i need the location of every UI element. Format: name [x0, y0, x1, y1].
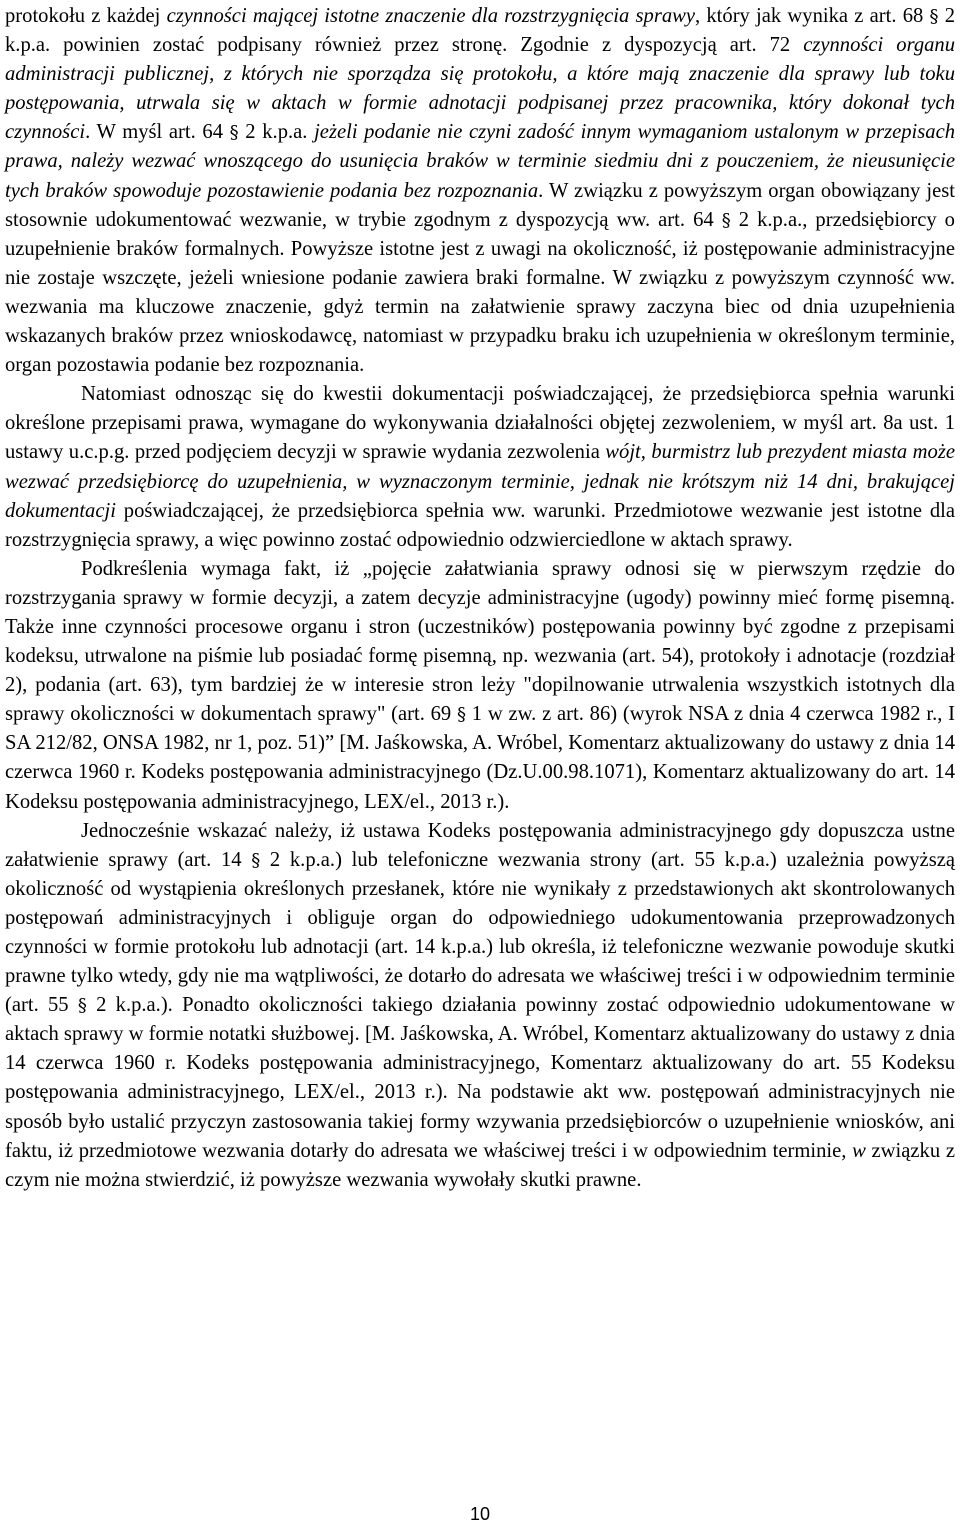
italic-text: , w — [841, 1139, 866, 1162]
text-run: 2 k.p.a. — [238, 121, 315, 144]
page-number: 10 — [469, 1504, 491, 1524]
text-run: . W myśl art. 64 — [85, 121, 230, 144]
italic-text: czynności organu administracji publicznej, z których nie sporządza się protokołu, a które mają znaczenie dla sprawy lub toku postępowania, utrwala się w aktach w formie adnotacji podpisanej przez pracownika, który dokonał tych czynności — [5, 34, 956, 144]
text-run: 2 k.p.a.). Ponadto okoliczności takiego działania powinny zostać odpowiednio udokumentowane w aktach sprawy w formie notatki służbowej. [M. Jaśkowska, A. Wróbel, Komentarz aktualizowany do ustawy z dnia 14 czerwca 1960 r. Kodeks postępowania administracyjnego, Komentarz aktualizowany do art. 55 Kodeksu postępowania administracyjnego, LEX/el., 2013 r.). Na podstawie akt ww. postępowań administracyjnych nie sposób było ustalić przyczyn zastosowania takiej formy wzywania przedsiębiorców o uzupełnienie wniosków, ani faktu, iż przedmiotowe wezwania dotarły do adresata we właściwej treści i w odpowiednim terminie — [5, 994, 955, 1162]
text-run: związku z czym nie można stwierdzić, iż powyższe wezwania wywołały skutki prawne. — [5, 1139, 955, 1191]
section-sign: § — [229, 122, 239, 144]
text-run: 1 w zw. z art. 86) (wyrok NSA z dnia 4 czerwca 1982 r., I SA 212/82, ONSA 1982, nr 1, poz. 51)” [M. Jaśkowska, A. Wróbel, Komentarz aktualizowany do ustawy z dnia 14 czerwca 1960 r. Kodeks postępowania administracyjnego (Dz.U.00.98.1071), Komentarz aktualizowany do art. 14 Kodeksu postępowania administracyjnego, LEX/el., 2013 r.). — [5, 703, 956, 813]
text-run: poświadczającej, że przedsiębiorca spełnia ww. warunki. Przedmiotowe wezwanie jest istotne dla rozstrzygnięcia sprawy, a więc powinno zostać odpowiednio odzwierciedlone w aktach sprawy. — [5, 499, 955, 551]
italic-text: czynności mającej istotne znaczenie dla rozstrzygnięcia sprawy — [166, 5, 696, 27]
paragraph — [5, 380, 955, 555]
text-run: Podkreślenia wymaga fakt, iż „pojęcie załatwiania sprawy odnosi się w pierwszym rzędzie do rozstrzygania sprawy w formie decyzji, a zatem decyzje administracyjne (ugody) powinny mieć formę pisemną. Także inne czynności procesowe organu i stron (uczestników) postępowania powinny być zgodne z przepisami kodeksu, utrwalone na piśmie lub posiadać formę pisemną, np. wezwania (art. 54), protokoły i adnotacje (rozdział 2), podania (art. 63), tym bardziej że w interesie stron leży "dopilnowanie utrwalenia wszystkich istotnych dla sprawy okoliczności w dokumentach sprawy" (art. 69 — [5, 557, 955, 726]
section-sign: § — [457, 704, 467, 726]
section-sign: § — [77, 995, 87, 1017]
paragraph — [5, 817, 955, 1195]
italic-text: jeżeli podanie nie czyni zadość innym wymaganiom ustalonym w przepisach prawa, należy wezwać wnoszącego do usunięcia braków w terminie siedmiu dni z pouczeniem, że nieusunięcie tych braków spowoduje pozostawienie podania bez rozpoznania — [5, 121, 956, 202]
document-body — [5, 2, 955, 1195]
paragraph — [5, 555, 955, 817]
text-run: . W związku z powyższym organ obowiązany jest stosownie udokumentować wezwanie, w trybie zgodnym z dyspozycją ww. art. 64 — [5, 179, 955, 231]
text-run: protokołu z każdej — [5, 5, 167, 27]
section-sign: § — [929, 6, 939, 27]
paragraph — [5, 2, 955, 380]
text-run: Natomiast odnosząc się do kwestii dokumentacji poświadczającej, że przedsiębiorca spełnia warunki określone przepisami prawa, wymagane do wykonywania działalności objętej zezwoleniem, w myśl art. 8a ust. 1 ustawy u.c.p.g. przed podjęciem decyzji w sprawie wydania zezwolenia — [5, 383, 955, 464]
section-sign: § — [251, 849, 261, 871]
italic-text: wójt, burmistrz lub prezydent miasta może wezwać przedsiębiorcę do uzupełnienia, w wyznaczonym terminie, jednak nie krótszym niż 14 dni, brakującej dokumentacji — [5, 441, 956, 522]
text-run: 2 k.p.a.) lub telefoniczne wezwania strony (art. 55 k.p.a.) uzależnia powyższą okoliczność od wystąpienia określonych przesłanek, które nie wynikały z przedstawionych akt skontrolowanych postępowań administracyjnych i obliguje organ do odpowiedniego udokumentowania przeprowadzonych czynności w formie protokołu lub adnotacji (art. 14 k.p.a.) lub określa, iż telefoniczne wezwanie powoduje skutki prawne tylko wtedy, gdy nie ma wątpliwości, że dotarło do adresata we właściwej treści i w odpowiednim terminie (art. 55 — [5, 848, 955, 1017]
text-run: 2 k.p.a. powinien zostać podpisany również przez stronę. Zgodnie z dyspozycją art. 72 — [5, 5, 956, 57]
text-run: Jednocześnie wskazać należy, iż ustawa Kodeks postępowania administracyjnego gdy dopuszcza ustne załatwienie sprawy (art. 14 — [5, 819, 955, 871]
document-page — [5, 2, 955, 1195]
section-sign: § — [721, 209, 731, 231]
text-run: , który jak wynika z art. 68 — [695, 5, 930, 27]
text-run: 2 k.p.a., przedsiębiorcy o uzupełnienie braków formalnych. Powyższe istotne jest z uwagi na okoliczność, iż postępowanie administracyjne nie zostaje wszczęte, jeżeli wniesione podanie zawiera braki formalne. W związku z powyższym czynność ww. wezwania ma kluczowe znaczenie, gdyż termin na załatwienie sprawy zaczyna biec od dnia uzupełnienia wskazanych braków przez wnioskodawcę, natomiast w przypadku braku ich uzupełnienia w określonym terminie, organ pozostawia podanie bez rozpoznania. — [5, 208, 955, 377]
